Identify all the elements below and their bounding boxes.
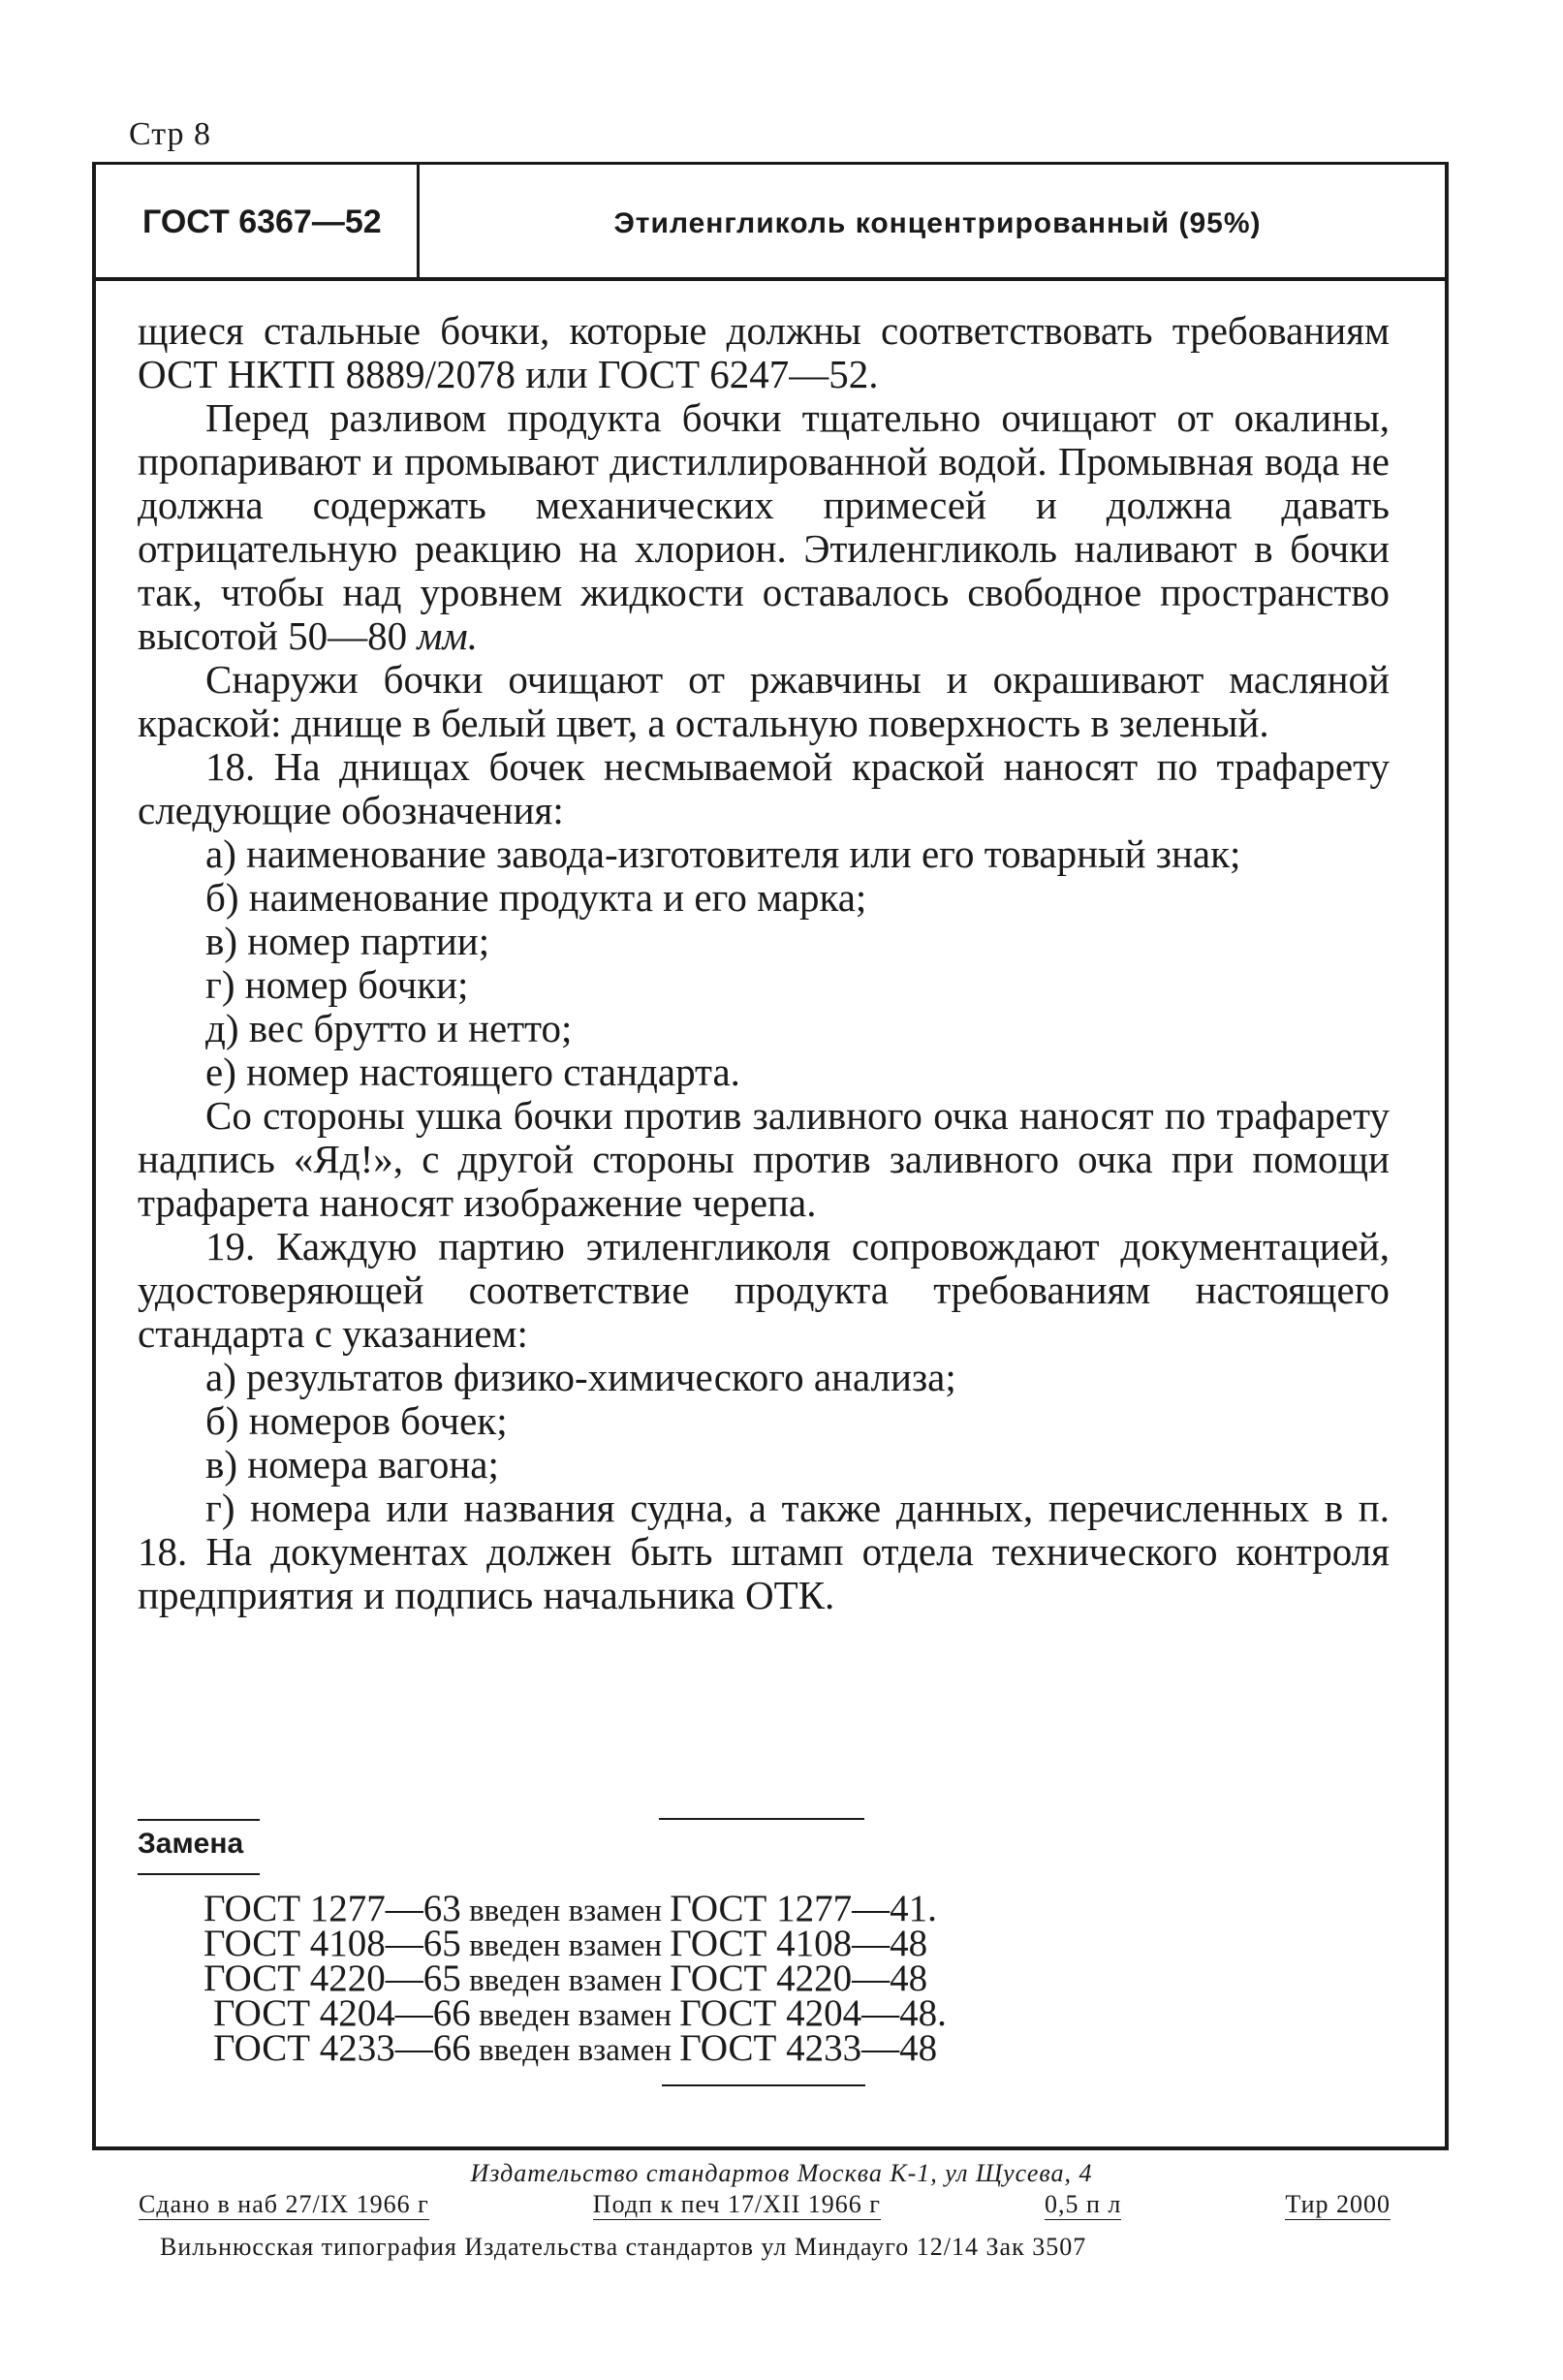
unit-text: мм. [417,613,478,658]
header-divider [417,165,420,277]
list-item: в) номер партии; [205,919,490,963]
list-item: б) номеров бочек; [205,1398,508,1443]
page-number: Стр 8 [129,116,212,152]
separator-line [138,1819,260,1821]
list-item: в) номера вагона; [205,1442,499,1487]
paragraph-text: Перед разливом продукта бочки тщательно очищают от окалины, пропаривают и промывают дистиллированной водой. Промывная вода не должна содержать механических примесей и должна давать отрицательную реакцию на хлорион. Этиленгликоль наливают в бочки так, чтобы над уровнем жидкости оставалось свободное пространство высотой 50—80 [138,395,1390,658]
standard-code: ГОСТ 6367—52 [142,204,382,240]
paragraph [138,396,1390,658]
separator-line [659,1818,864,1820]
standard-title: Этиленгликоль концентрированный (95%) [613,207,1262,239]
signed-date: Подп к печ 17/XII 1966 г [592,2190,881,2218]
sheets: 0,5 п л [1044,2190,1122,2218]
clause-19: 19. Каждую партию этиленгликоля сопровождают документацией, удостоверяющей соответствие продукта требованиям настоящего стандарта с указанием: [138,1224,1390,1356]
list-item: г) номер бочки; [205,962,469,1007]
clause-18: 18. На днищах бочек несмываемой краской наносят по трафарету следующие обозначения: [138,744,1390,832]
replacement-heading: Замена [138,1828,244,1860]
replacement-row: ГОСТ 1277—63 введен взамен ГОСТ 1277—41. [203,1888,937,1929]
body-text [138,309,1390,1617]
printer-line: Вильнюсская типография Издательства стандартов ул Миндауго 12/14 Зак 3507 [160,2233,1087,2261]
publisher-line: Издательство стандартов Москва К-1, ул Щусева, 4 [470,2159,1093,2187]
print-run: Тир 2000 [1285,2190,1391,2218]
page-header [96,165,1445,281]
replacement-list [203,1888,947,2069]
list-item: г) номера или названия судна, а также данных, перечисленных в п. 18. На документах должен быть штамп отдела технического контроля предприятия и подпись начальника ОТК. [138,1486,1390,1617]
replacement-row: ГОСТ 4108—65 введен взамен ГОСТ 4108—48 [203,1923,928,1964]
paragraph: Снаружи бочки очищают от ржавчины и окрашивают масляной краской: днище в белый цвет, а остальную поверхность в зеленый. [138,657,1390,745]
set-date: Сдано в наб 27/IX 1966 г [139,2190,429,2218]
replacement-row: ГОСТ 4204—66 введен взамен ГОСТ 4204—48. [213,1992,947,2034]
list-item: а) результатов физико-химического анализа; [205,1355,956,1399]
replacement-row: ГОСТ 4233—66 введен взамен ГОСТ 4233—48 [213,2027,938,2069]
paragraph: щиеся стальные бочки, которые должны соответствовать требованиям ОСТ НКТП 8889/2078 или ГОСТ 6247—52. [138,308,1390,396]
list-item: б) наименование продукта и его марка; [205,875,867,920]
separator-line [138,1873,260,1875]
replacement-row: ГОСТ 4220—65 введен взамен ГОСТ 4220—48 [203,1957,928,1999]
list-item: а) наименование завода-изготовителя или его товарный знак; [205,831,1241,876]
list-item: е) номер настоящего стандарта. [205,1049,740,1094]
paragraph: Со стороны ушка бочки против заливного очка наносят по трафарету надпись «Яд!», с другой стороны против заливного очка при помощи трафарета наносят изображение черепа. [138,1093,1390,1225]
print-data-line [139,2190,1391,2220]
list-item: д) вес брутто и нетто; [205,1006,573,1050]
separator-line [662,2084,865,2086]
